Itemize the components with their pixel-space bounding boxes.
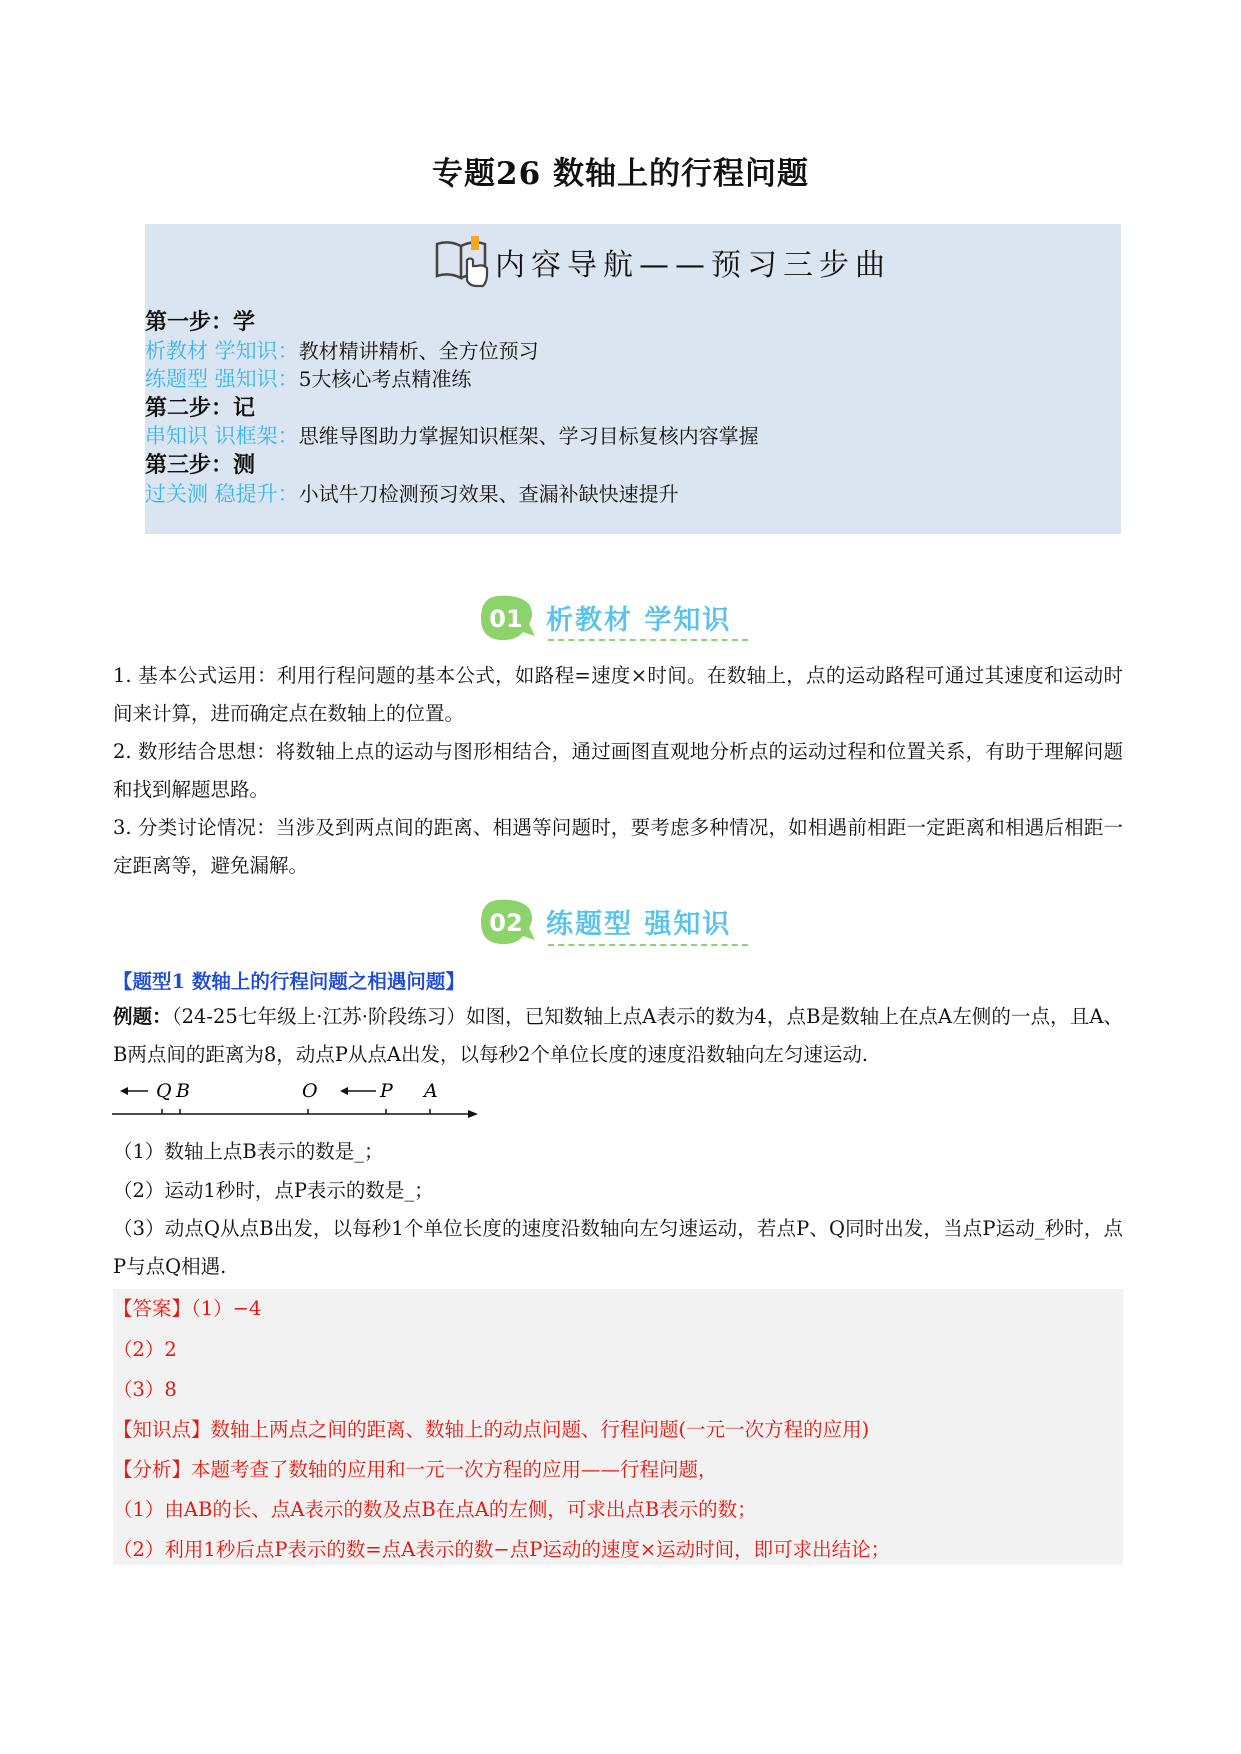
knowledge-point-line	[113, 1414, 869, 1442]
analysis-label: 【分析】	[113, 1458, 192, 1481]
step-row-1	[145, 337, 759, 366]
answer-3: （3）8	[113, 1378, 177, 1401]
section-01-label: 析教材 学知识	[546, 605, 732, 636]
answer-1: （1）−4	[191, 1297, 262, 1320]
row2-label: 练题型 强知识：	[145, 367, 299, 392]
page-title: 专题26 数轴上的行程问题	[432, 156, 809, 192]
section-02-number: 02	[489, 909, 523, 937]
answer-2: （2）2	[113, 1338, 177, 1361]
knowledge-point-2: 2. 数形结合思想：将数轴上点的运动与图形相结合，通过画图直观地分析点的运动过程和位置关系，有助于理解问题和找到解题思路。	[113, 740, 1123, 801]
section-01-badge	[477, 592, 539, 644]
step-row-4	[145, 480, 759, 509]
step2-heading: 第二步：记	[145, 394, 256, 421]
section-02-label: 练题型 强知识	[546, 909, 732, 940]
answer-line-1	[113, 1293, 261, 1321]
label-O: O	[302, 1080, 318, 1102]
question-1: （1）数轴上点B表示的数是_；	[113, 1140, 384, 1163]
example-text: （24-25七年级上·江苏·阶段练习）如图，已知数轴上点A表示的数为4，点B是数轴上在点A左侧的一点，且A、B两点间的距离为8，动点P从点A出发，以每秒2个单位长度的速度沿数轴向左匀速运动.	[113, 1005, 1123, 1066]
analysis-step-1: （1）由AB的长、点A表示的数及点B在点A的左侧，可求出点B表示的数；	[113, 1498, 757, 1521]
question-3: （3）动点Q从点B出发，以每秒1个单位长度的速度沿数轴向左匀速运动，若点P、Q同时出发，当点P运动_秒时，点P与点Q相遇.	[113, 1217, 1123, 1278]
step-row-2	[145, 365, 759, 394]
label-Q: Q	[156, 1080, 172, 1102]
row3-label: 串知识 识框架：	[145, 424, 299, 449]
section-02-badge	[477, 896, 539, 948]
number-line-figure	[110, 1076, 480, 1126]
section-01-divider	[548, 639, 748, 641]
row2-text: 5大核心考点精准练	[298, 367, 472, 392]
knowledge-point-3: 3. 分类讨论情况：当涉及到两点间的距离、相遇等问题时，要考虑多种情况，如相遇前相距一定距离和相遇后相距一定距离等，避免漏解。	[113, 816, 1123, 877]
row1-text: 教材精讲精析、全方位预习	[298, 338, 539, 363]
row4-text: 小试牛刀检测预习效果、查漏补缺快速提升	[298, 481, 679, 506]
analysis-text: 本题考查了数轴的应用和一元一次方程的应用——行程问题，	[191, 1458, 718, 1481]
knowledge-text: 数轴上两点之间的距离、数轴上的动点问题、行程问题(一元一次方程的应用)	[210, 1418, 870, 1441]
content-navigation-box	[145, 224, 1121, 534]
nav-header	[145, 224, 1121, 294]
label-B: B	[176, 1080, 190, 1102]
row4-label: 过关测 稳提升：	[145, 481, 299, 506]
p-arrow-head-icon	[340, 1087, 348, 1095]
answer-label: 【答案】	[113, 1297, 192, 1320]
knowledge-point-1: 1. 基本公式运用：利用行程问题的基本公式，如路程=速度×时间。在数轴上，点的运动路程可通过其速度和运动时间来计算，进而确定点在数轴上的位置。	[113, 664, 1123, 725]
problem-type-title: 【题型1 数轴上的行程问题之相遇问题】	[113, 970, 465, 993]
step1-heading: 第一步：学	[145, 309, 256, 335]
step3-heading: 第三步：测	[145, 451, 256, 478]
example-paragraph	[113, 998, 1123, 1074]
nav-title: 内容导航——预习三步曲	[495, 248, 891, 283]
analysis-step-2: （2）利用1秒后点P表示的数=点A表示的数−点P运动的速度×运动时间，即可求出结论；	[113, 1538, 891, 1561]
step-row-3	[145, 422, 759, 451]
steps-list	[145, 308, 759, 508]
label-P: P	[380, 1080, 393, 1102]
section-02-divider	[548, 944, 748, 946]
book-pointer-icon	[431, 230, 493, 292]
analysis-line	[113, 1454, 718, 1482]
question-2: （2）运动1秒时，点P表示的数是_；	[113, 1179, 434, 1202]
example-label: 例题：	[113, 1005, 172, 1028]
axis-arrow-icon	[468, 1110, 478, 1118]
section-01-number: 01	[489, 605, 523, 633]
row3-text: 思维导图助力掌握知识框架、学习目标复核内容掌握	[298, 424, 759, 449]
knowledge-label: 【知识点】	[113, 1418, 211, 1441]
q-arrow-head-icon	[120, 1087, 128, 1095]
row1-label: 析教材 学知识：	[145, 338, 299, 363]
label-A: A	[424, 1080, 438, 1102]
